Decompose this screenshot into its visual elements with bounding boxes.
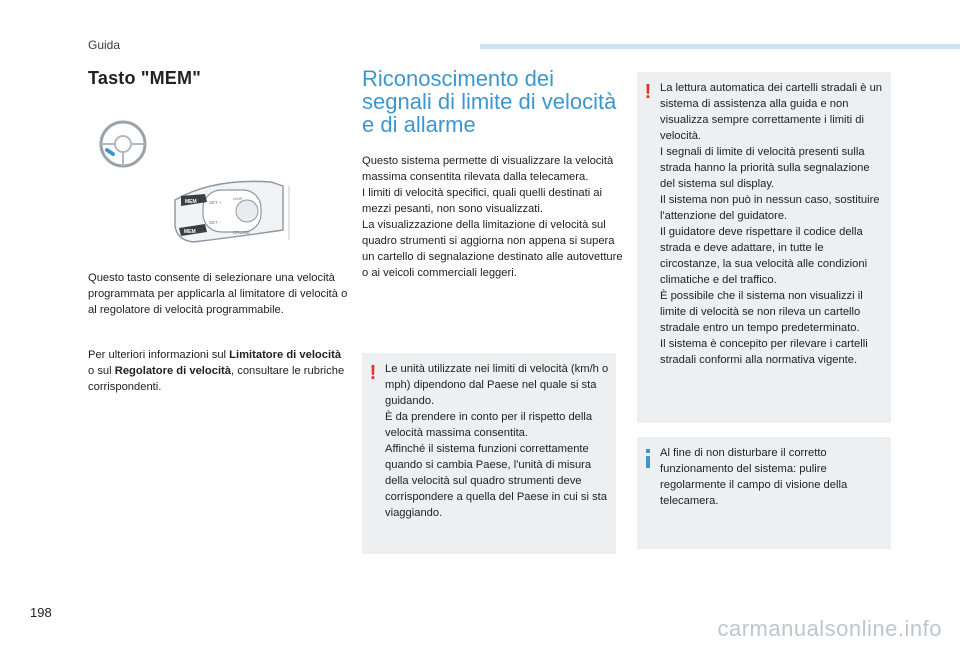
cruise-control-link: Regolatore di velocità (114, 365, 232, 377)
warning-icon: ! (369, 362, 377, 384)
mem-bottom-label: MEM (184, 229, 196, 235)
camera-info-box (637, 437, 891, 549)
units-warning-box (362, 353, 616, 554)
watermark: carmanualsonline.info (717, 616, 942, 641)
mem-description: Questo tasto consente di selezionare una velocità programmata per applicarla al limitatore di velocità o al regolatore di velocità programmabile. (88, 272, 348, 316)
assistance-warning-text: La lettura automatica dei cartelli stradali è un sistema di assistenza alla guida e non visualizza sempre correttamente i limiti di velocità. I segnali di limite di velocità presenti sulla strada hanno la priorità sulla segnalazione del sistema sul display. Il sistema non può in nessun caso, sostituire l'attenzione del guidatore. Il guidatore deve rispettare il codice della strada e deve adattare, in tutte le circostanze, la sua velocità alle condizioni climatiche e del traffico. È possibile che il sistema non visualizzi il limite di velocità se non rileva un cartello stradale entro un tempo predeterminato. Il sistema è concepito per rilevare i cartelli stradali conformi alla normativa vigente. (660, 82, 883, 366)
set-plus-label: SET + (209, 200, 222, 205)
speed-limiter-link: Limitatore di velocità (229, 349, 342, 361)
mem-button-title: Tasto "MEM" (88, 68, 201, 88)
page-number: 198 (30, 605, 52, 620)
steering-wheel-icon (101, 122, 145, 166)
info-icon (643, 449, 653, 471)
assistance-warning-box (637, 72, 891, 423)
mem-references: Per ulteriori informazioni sul Limitatore di velocità o sul Regolatore di velocità, consultare le rubriche corrispondenti. (88, 349, 345, 393)
section-label: Guida (88, 38, 121, 52)
mem-top-label: MEM (185, 199, 197, 205)
cruise-stalk-icon (175, 181, 289, 242)
cruise-label: CRUISE (233, 230, 251, 235)
recognition-description: Questo sistema permette di visualizzare la velocità massima consentita rilevata dalla telecamera. I limiti di velocità specifici, quali quelli destinati ai mezzi pesanti, non sono visualizzati. La visualizzazione della limitazione di velocità sul quadro strumenti si aggiorna non appena si supera un cartello di segnalazione destinato alle autovetture o ai veicoli commerciali leggeri. (362, 155, 623, 279)
limit-label: LIMIT (233, 196, 244, 201)
steering-stalk-illustration (93, 108, 303, 248)
set-minus-label: SET - (209, 220, 221, 225)
warning-icon: ! (644, 81, 652, 103)
header-bar (480, 44, 960, 49)
recognition-title: Riconoscimento dei segnali di limite di velocità e di allarme (362, 66, 617, 137)
camera-info-text: Al fine di non disturbare il corretto funzionamento del sistema: pulire regolarmente il campo di visione della telecamera. (660, 447, 848, 507)
units-warning-text: Le unità utilizzate nei limiti di velocità (km/h o mph) dipendono dal Paese nel quale si sta guidando. È da prendere in conto per il rispetto della velocità massima consentita. Affinché il sistema funzioni correttamente quando si cambia Paese, l'unità di misura della velocità sul quadro strumenti deve corrispondere a quella del Paese in cui si sta viaggiando. (385, 363, 609, 519)
